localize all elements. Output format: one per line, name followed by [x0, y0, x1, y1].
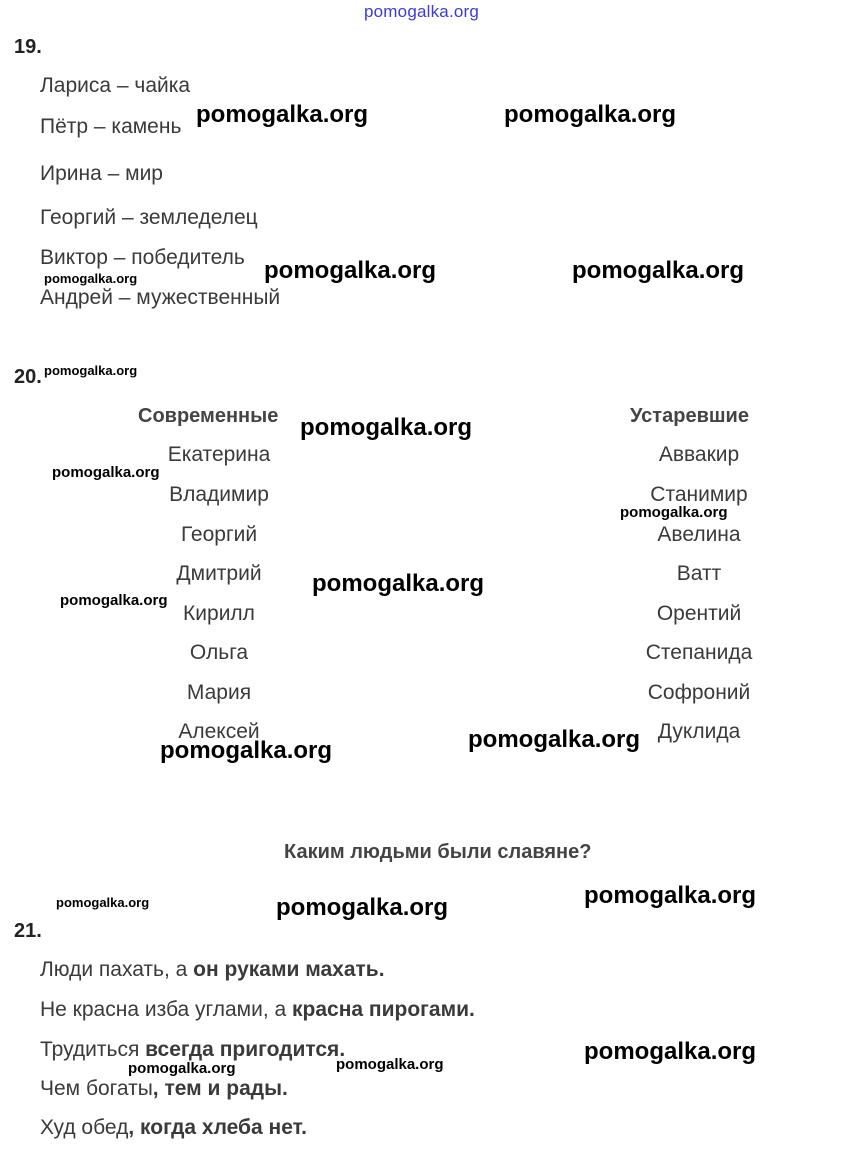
modern-name: Кирилл	[183, 602, 255, 625]
obsolete-name: Авелина	[657, 523, 741, 546]
modern-name: Екатерина	[167, 443, 271, 466]
proverb-line-3: Трудиться всегда пригодится.	[40, 1038, 346, 1061]
obsolete-names-heading: Устаревшие	[630, 405, 749, 427]
obsolete-name: Орентий	[656, 602, 742, 625]
modern-names-heading: Современные	[138, 405, 279, 427]
proverb-line-2: Не красна изба углами, а красна пирогами.	[40, 998, 475, 1021]
watermark-top: pomogalka.org	[364, 2, 480, 21]
modern-name: Мария	[186, 681, 252, 704]
modern-name: Дмитрий	[176, 562, 262, 585]
proverb-line-4: Чем богаты, тем и рады.	[40, 1077, 288, 1100]
proverb-line-1: Люди пахать, а он руками махать.	[40, 958, 385, 981]
watermark-small: pomogalka.org	[620, 504, 728, 521]
watermark: pomogalka.org	[312, 570, 485, 597]
obsolete-name: Дуклида	[657, 720, 741, 743]
modern-name: Ольга	[189, 641, 249, 664]
watermark-small: pomogalka.org	[44, 363, 138, 378]
obsolete-name: Ватт	[676, 562, 722, 585]
ex19-line-4: Георгий – земледелец	[40, 206, 258, 229]
obsolete-name: Софроний	[647, 681, 751, 704]
exercise-21-number: 21.	[14, 920, 42, 942]
ex19-line-2: Пётр – камень	[40, 115, 182, 138]
exercise-20-number: 20.	[14, 366, 42, 388]
watermark: pomogalka.org	[196, 101, 369, 128]
watermark-small: pomogalka.org	[44, 271, 138, 286]
watermark: pomogalka.org	[160, 737, 333, 764]
ex19-line-1: Лариса – чайка	[40, 74, 191, 97]
watermark: pomogalka.org	[276, 894, 449, 921]
ex19-line-6: Андрей – мужественный	[40, 286, 281, 309]
watermark-small: pomogalka.org	[52, 464, 160, 481]
slavs-question: Каким людьми были славяне?	[284, 841, 592, 863]
exercise-19-number: 19.	[14, 36, 42, 58]
modern-name: Владимир	[169, 483, 269, 506]
watermark: pomogalka.org	[504, 101, 677, 128]
watermark-small: pomogalka.org	[336, 1056, 444, 1073]
watermark: pomogalka.org	[264, 257, 437, 284]
modern-name: Георгий	[180, 523, 258, 546]
ex19-line-5: Виктор – победитель	[40, 246, 245, 269]
watermark: pomogalka.org	[572, 257, 745, 284]
watermark: pomogalka.org	[468, 726, 641, 753]
obsolete-name: Степанида	[645, 641, 753, 664]
watermark-small: pomogalka.org	[128, 1060, 236, 1077]
obsolete-name: Аввакир	[658, 443, 740, 466]
watermark-small: pomogalka.org	[60, 592, 168, 609]
watermark: pomogalka.org	[584, 1038, 757, 1065]
obsolete-name: Станимир	[650, 483, 748, 506]
watermark-small: pomogalka.org	[56, 895, 150, 910]
modern-name: Алексей	[178, 720, 260, 743]
proverb-line-5: Худ обед, когда хлеба нет.	[40, 1116, 307, 1139]
watermark: pomogalka.org	[300, 414, 473, 441]
watermark: pomogalka.org	[584, 882, 757, 909]
ex19-line-3: Ирина – мир	[40, 162, 163, 185]
